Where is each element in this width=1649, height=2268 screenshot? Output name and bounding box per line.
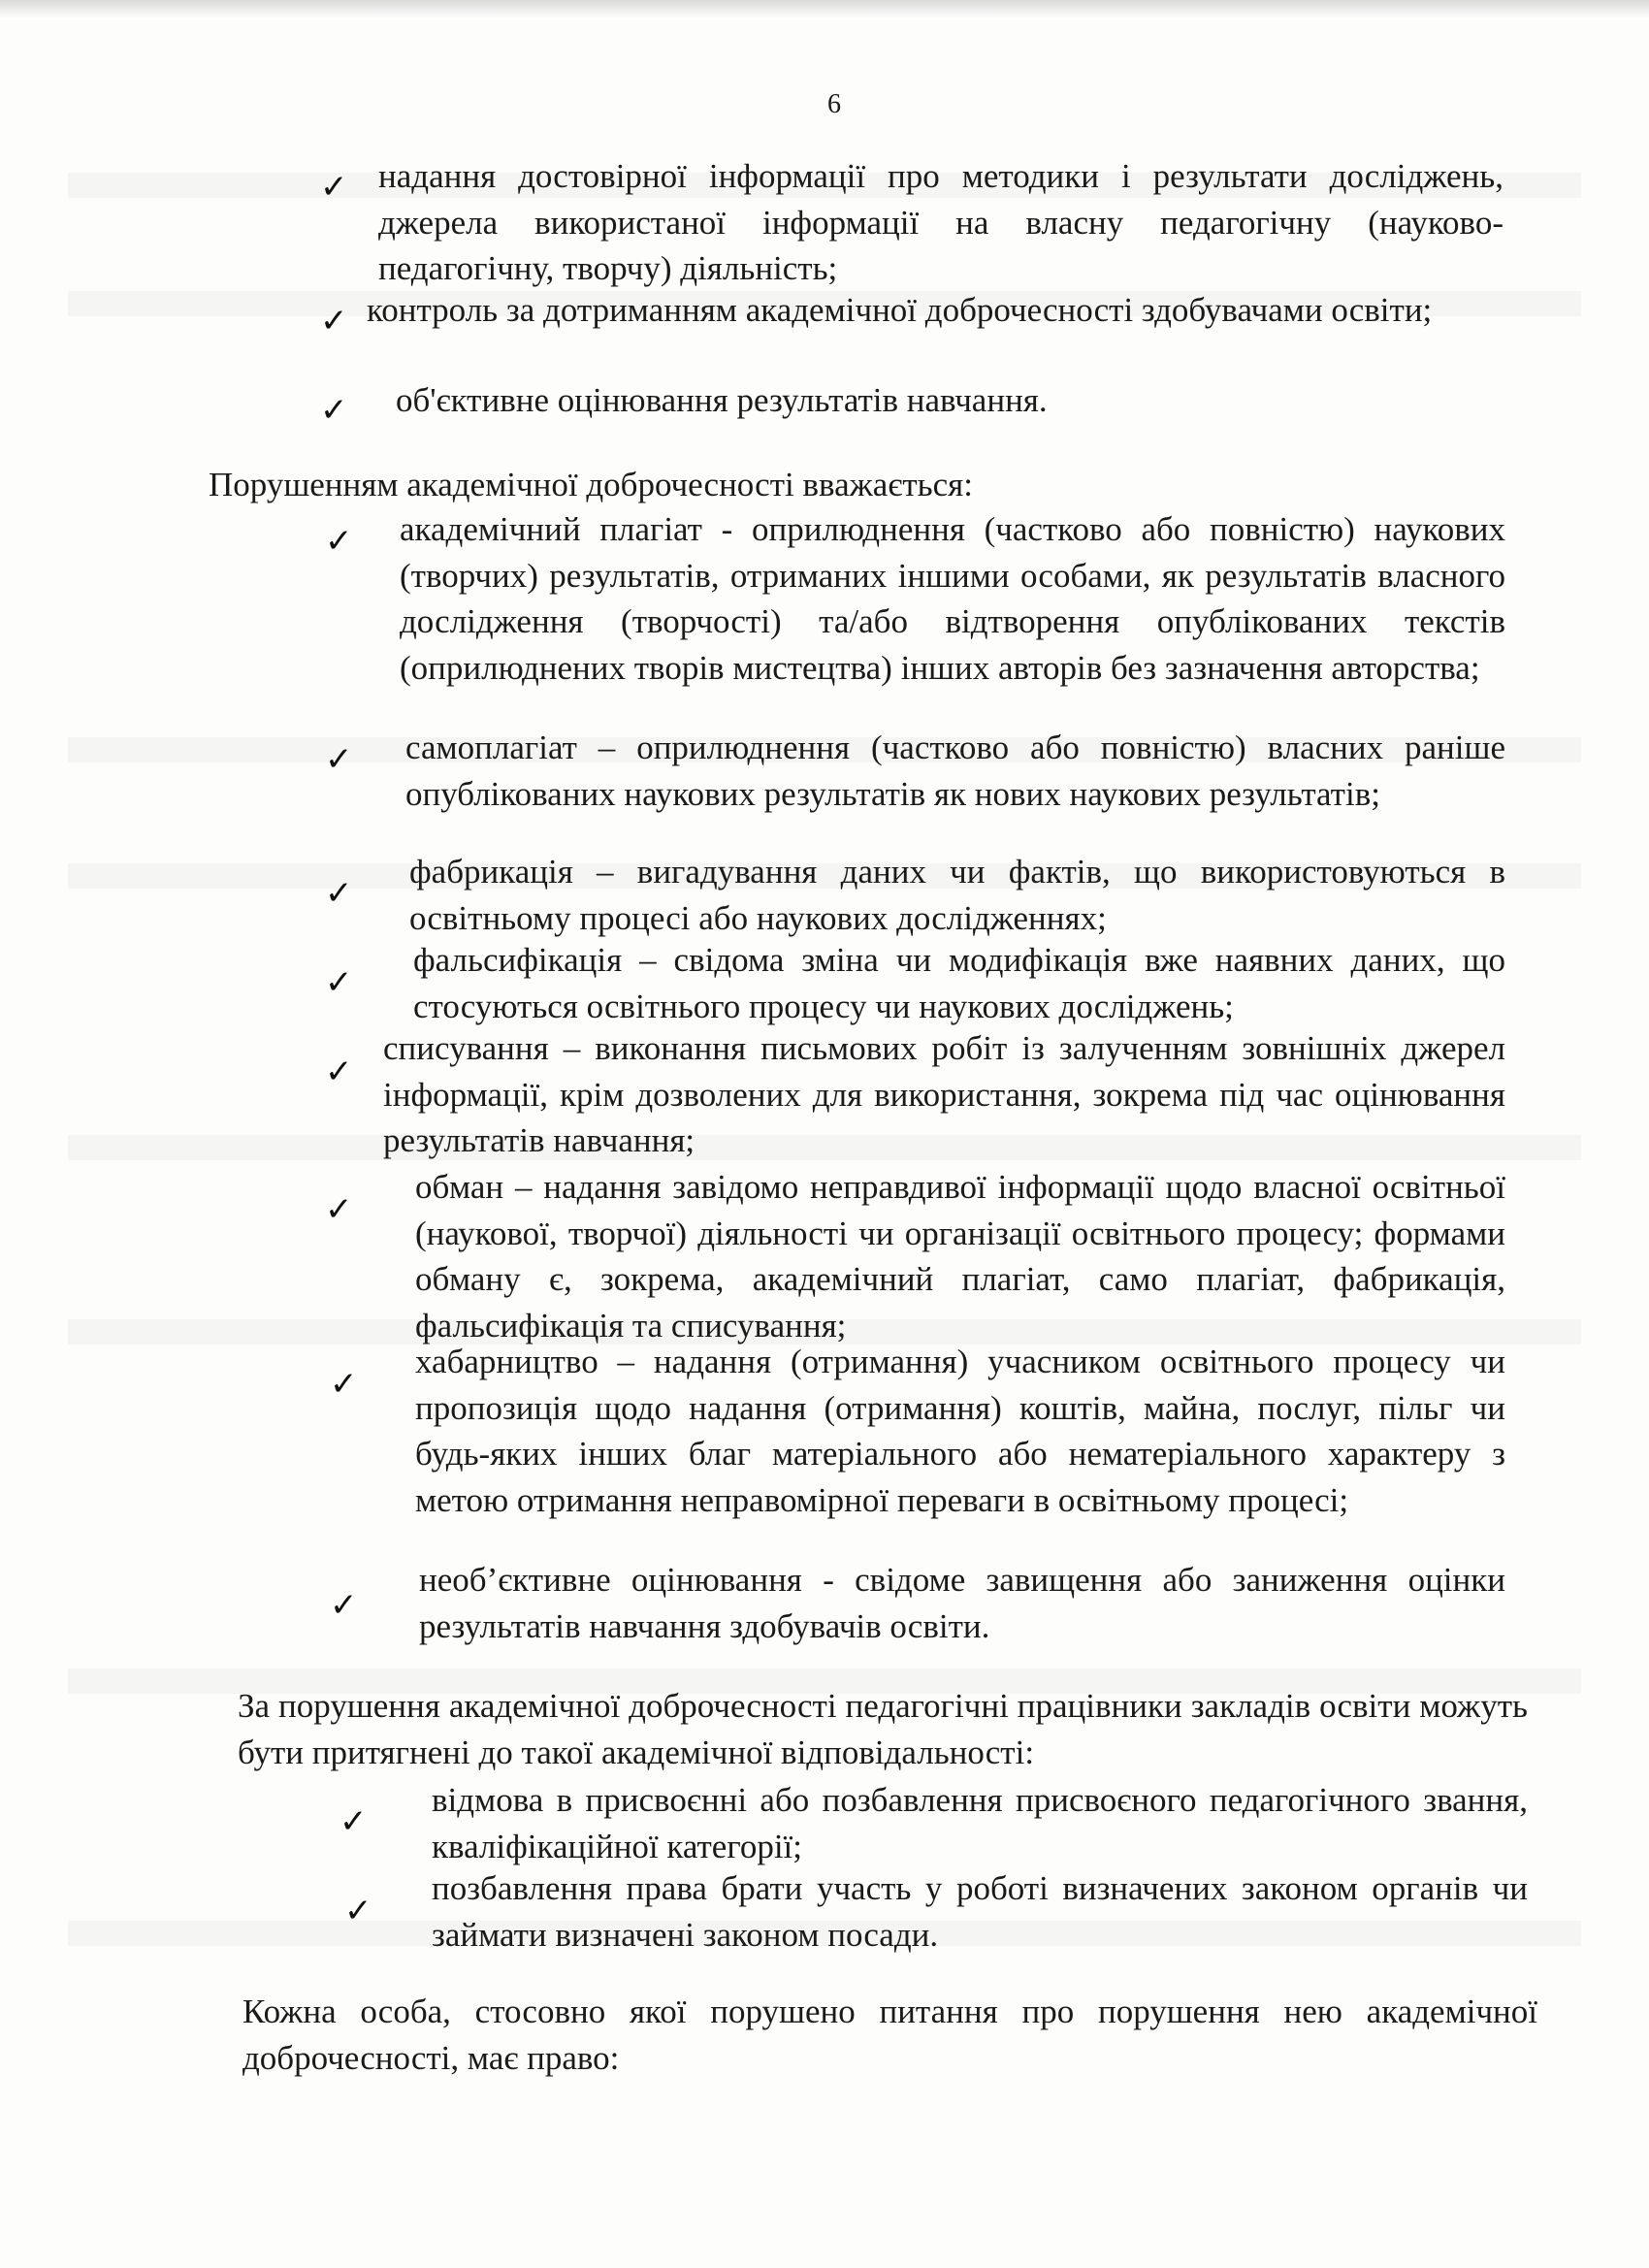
list1-item: надання достовірної інформації про методики і результати досліджень, джерела використаної інформації на власну педагогічну (науково-педагогічну, творчу) діяльність; [378, 157, 1504, 287]
checkmark-icon: ✓ [325, 740, 353, 779]
responsibility-paragraph: За порушення академічної доброчесності педагогічні працівники закладів освіти можуть бути притягнені до такої академічної відповідальності: [238, 1687, 1528, 1771]
violations-heading: Порушенням академічної доброчесності вважається: [209, 466, 973, 503]
list1-item: контроль за дотриманням академічної доброчесності здобувачами освіти; [367, 291, 1433, 329]
violation-item: фальсифікація – свідома зміна чи модифікація вже наявних даних, що стосуються освітнього процесу чи наукових досліджень; [413, 941, 1505, 1025]
violation-item: обман – надання завідомо неправдивої інформації щодо власної освітньої (наукової, творчої) діяльності чи організації освітнього процесу; формами обману є, зокрема, академічний плагіат, само плагіат, фабрикація, фальсифікація та списування; [415, 1168, 1505, 1345]
rights-paragraph: Кожна особа, стосовно якої порушено питання про порушення нею академічної доброчесності, має право: [242, 1993, 1537, 2077]
checkmark-icon: ✓ [325, 874, 353, 913]
checkmark-icon: ✓ [325, 522, 353, 561]
violation-item: самоплагіат – оприлюднення (частково або повністю) власних раніше опублікованих наукових результатів як нових наукових результатів; [405, 729, 1505, 813]
checkmark-icon: ✓ [325, 1190, 353, 1229]
checkmark-icon: ✓ [325, 963, 353, 1002]
responsibility-item: позбавлення права брати участь у роботі визначених законом органів чи займати визначені законом посади. [432, 1869, 1528, 1954]
violation-item: фабрикація – вигадування даних чи фактів, що використовуються в освітньому процесі або наукових дослідженнях; [409, 853, 1505, 937]
scan-edge-shadow [0, 0, 1649, 17]
checkmark-icon: ✓ [320, 168, 348, 207]
checkmark-icon: ✓ [320, 302, 348, 340]
checkmark-icon: ✓ [325, 1053, 353, 1091]
checkmark-icon: ✓ [320, 391, 348, 430]
checkmark-icon: ✓ [340, 1802, 368, 1841]
checkmark-icon: ✓ [344, 1892, 372, 1930]
responsibility-item: відмова в присвоєнні або позбавлення присвоєного педагогічного звання, кваліфікаційної категорії; [432, 1781, 1528, 1865]
violation-item: необ’єктивне оцінювання - свідоме завищення або заниження оцінки результатів навчання здобувачів освіти. [419, 1561, 1505, 1645]
list1-item: об'єктивне оцінювання результатів навчання. [396, 381, 1048, 419]
page-number: 6 [827, 89, 841, 119]
violation-item: академічний плагіат - оприлюднення (частково або повністю) наукових (творчих) результатів, отриманих іншими особами, як результатів власного дослідження (творчості) та/або відтворення опублікованих текстів (оприлюднених творів мистецтва) інших авторів без зазначення авторства; [400, 510, 1505, 687]
checkmark-icon: ✓ [330, 1365, 358, 1404]
checkmark-icon: ✓ [330, 1586, 358, 1625]
violation-item: списування – виконання письмових робіт із залученням зовнішніх джерел інформації, крім дозволених для використання, зокрема під час оцінювання результатів навчання; [383, 1029, 1505, 1159]
violation-item: хабарництво – надання (отримання) учасником освітнього процесу чи пропозиція щодо надання (отримання) коштів, майна, послуг, пільг чи будь-яких інших благ матеріального або нематеріального характеру з метою отримання неправомірної переваги в освітньому процесі; [415, 1343, 1505, 1519]
